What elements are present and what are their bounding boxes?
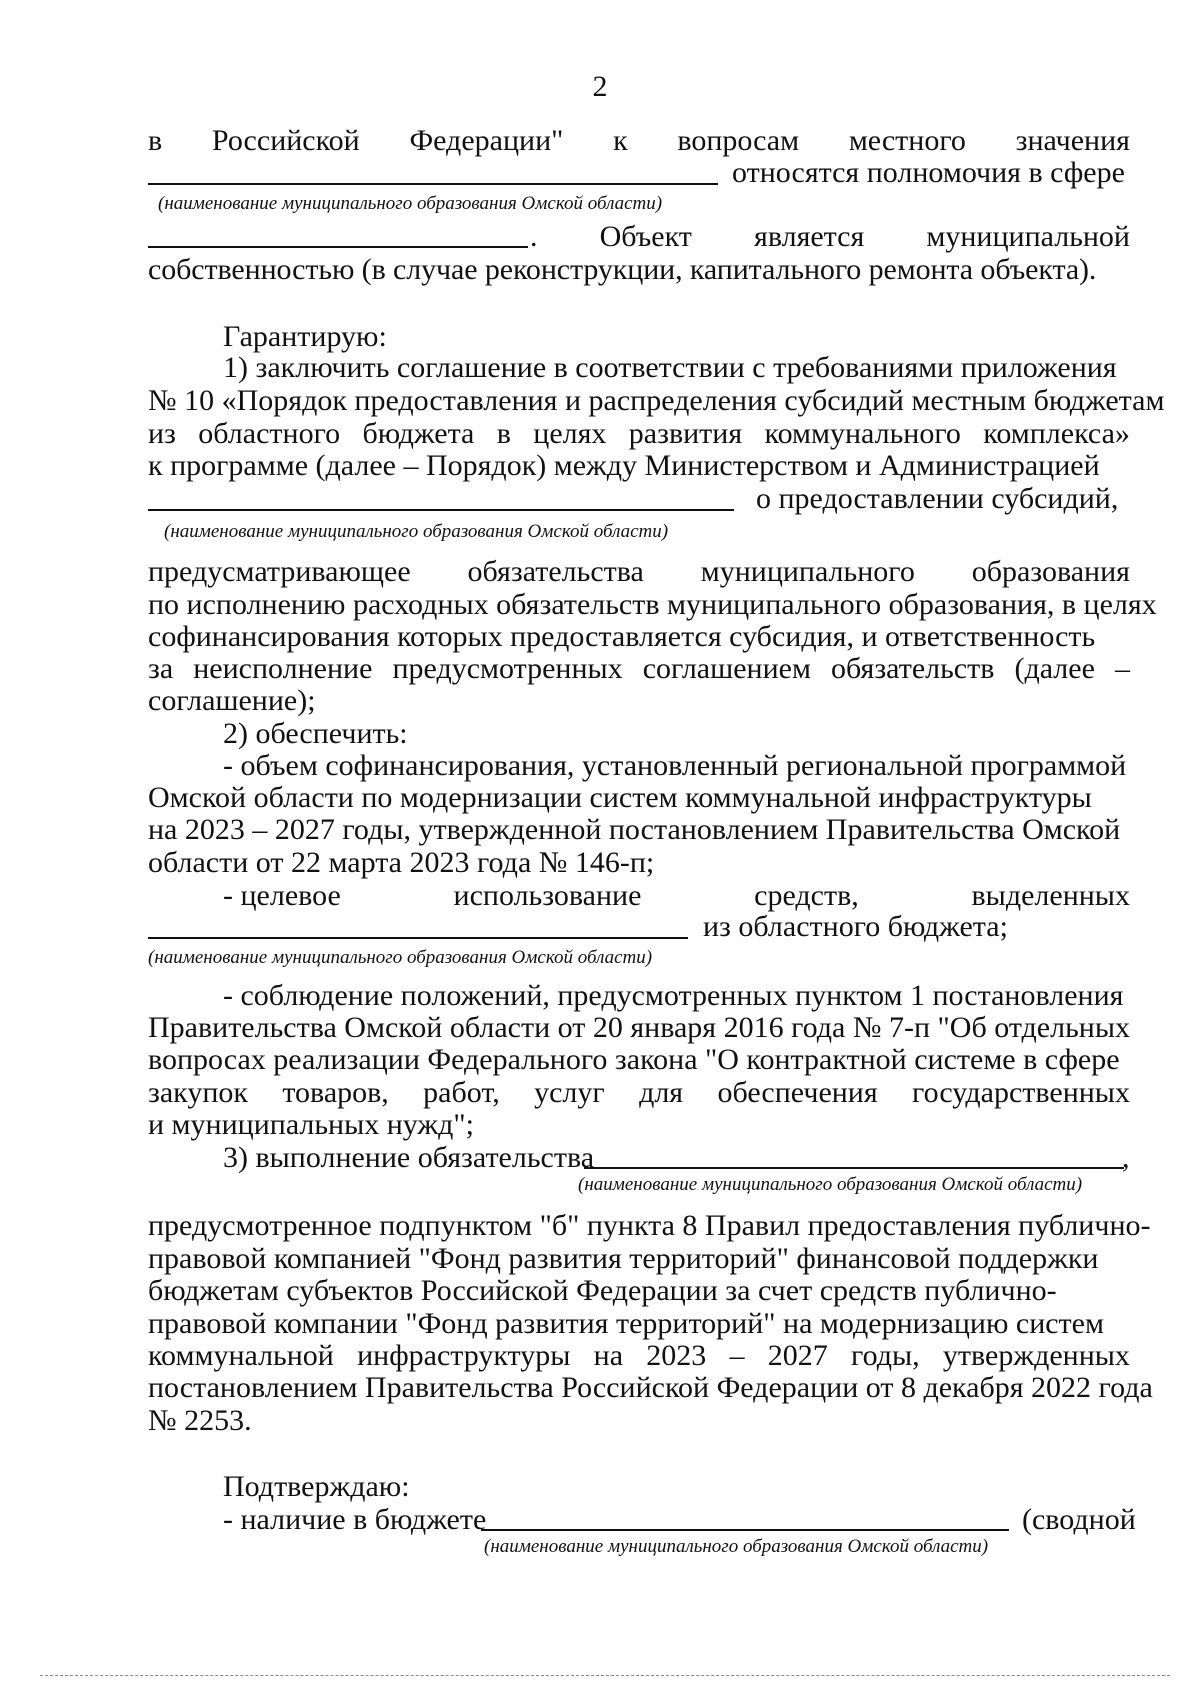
word: коммунальной [148, 1339, 334, 1372]
text-line: предусмотренное подпунктом "б" пункта 8 Правил предоставления публично- [148, 1209, 1151, 1242]
text-line: Омской области по модернизации систем коммунальной инфраструктуры [148, 781, 1092, 814]
word: коммунального [764, 417, 961, 450]
text-line: правовой компанией "Фонд развития территорий" финансовой поддержки [148, 1242, 1099, 1275]
text-line: относятся полномочия в сфере [732, 156, 1125, 189]
word: местного [848, 124, 966, 157]
word: за [148, 652, 174, 685]
word: 2027 [767, 1339, 828, 1372]
word: Федерации" [409, 124, 564, 157]
scan-edge-divider [40, 1675, 1170, 1676]
text-line: - наличие в бюджете [223, 1503, 487, 1536]
fill-in-blank [481, 1529, 1009, 1531]
word: утвержденных [942, 1339, 1130, 1372]
word: для [639, 1076, 684, 1109]
word: – [729, 1339, 745, 1372]
word: в [148, 124, 163, 157]
word: является [754, 220, 865, 253]
fill-in-blank [148, 509, 734, 511]
text-line: соглашение); [148, 684, 316, 717]
field-caption: (наименование муниципального образования Омской области) [164, 521, 669, 542]
text-line: - соблюдение положений, предусмотренных пунктом 1 постановления [223, 979, 1124, 1012]
text-line: и муниципальных нужд"; [148, 1108, 474, 1141]
fill-in-blank [584, 1167, 1124, 1169]
word: образования [971, 555, 1130, 588]
word: средств, [754, 879, 859, 912]
text-line: № 10 «Порядок предоставления и распределения субсидий местным бюджетам [148, 384, 1165, 417]
page-number: 2 [592, 70, 608, 103]
word: закупок [148, 1076, 248, 1109]
word: предусматривающее [148, 555, 411, 588]
fill-in-blank [148, 246, 528, 248]
field-caption: (наименование муниципального образования Омской области) [578, 1174, 1083, 1195]
text-line: № 2253. [148, 1404, 252, 1437]
word: товаров, [282, 1076, 389, 1109]
word: работ, [423, 1076, 500, 1109]
field-caption: (наименование муниципального образования Омской области) [148, 947, 653, 968]
justified-line [530, 222, 1130, 252]
fill-in-blank [148, 937, 688, 939]
text-line: бюджетам субъектов Российской Федерации за счет средств публично- [148, 1274, 1057, 1307]
word: областного [198, 417, 341, 450]
text-line: вопросах реализации Федерального закона "О контрактной системе в сфере [148, 1043, 1120, 1076]
justified-line [148, 654, 1130, 684]
word: к [613, 124, 628, 157]
text-line: на 2023 – 2027 годы, утвержденной постановлением Правительства Омской [148, 813, 1121, 846]
word: государственных [912, 1076, 1130, 1109]
word: неисполнение [193, 652, 373, 685]
word: выделенных [971, 879, 1130, 912]
word: (далее [1014, 652, 1095, 685]
field-caption: (наименование муниципального образования Омской области) [484, 1536, 989, 1557]
word: бюджета [362, 417, 475, 450]
word: Российской [211, 124, 360, 157]
word: обязательств [831, 652, 995, 685]
word: годы, [851, 1339, 920, 1372]
word: муниципального [700, 555, 915, 588]
field-caption: (наименование муниципального образования Омской области) [158, 193, 663, 214]
text-line: к программе (далее – Порядок) между Министерством и Администрацией [148, 449, 1100, 482]
text-line: - объем софинансирования, установленный региональной программой [223, 749, 1127, 782]
fill-in-blank [148, 183, 718, 185]
section-heading: Гарантирую: [223, 320, 387, 353]
word: обязательства [467, 555, 644, 588]
word: инфраструктуры [357, 1339, 571, 1372]
text-line: собственностью (в случае реконструкции, капитального ремонта объекта). [148, 253, 1097, 286]
justified-line [148, 126, 1130, 156]
word: на [593, 1339, 624, 1372]
text-line: области от 22 марта 2023 года № 146-п; [148, 846, 655, 879]
word: – [1114, 652, 1130, 685]
word: комплекса» [983, 417, 1130, 450]
section-heading: Подтверждаю: [223, 1470, 410, 1503]
text-line: Правительства Омской области от 20 января 2016 года № 7-п "Об отдельных [148, 1011, 1130, 1044]
justified-line [223, 881, 1130, 911]
text-line: правовой компании "Фонд развития территорий" на модернизацию систем [148, 1307, 1104, 1340]
justified-line [148, 419, 1130, 449]
justified-line [148, 557, 1130, 587]
word: 2023 [646, 1339, 707, 1372]
word: обеспечения [717, 1076, 878, 1109]
word: - целевое [223, 879, 341, 912]
word: услуг [534, 1076, 605, 1109]
word: использование [453, 879, 642, 912]
word: из [148, 417, 176, 450]
text-line: 2) обеспечить: [223, 717, 408, 750]
word: вопросам [677, 124, 800, 157]
word: муниципальной [926, 220, 1130, 253]
justified-line [148, 1341, 1130, 1371]
word: целях [533, 417, 607, 450]
word: в [496, 417, 511, 450]
text-line: постановлением Правительства Российской Федерации от 8 декабря 2022 года [148, 1371, 1153, 1404]
text-line: по исполнению расходных обязательств муниципального образования, в целях [148, 588, 1157, 621]
text-line: о предоставлении субсидий, [756, 482, 1119, 515]
text-line: (сводной [1022, 1503, 1136, 1536]
word: развития [628, 417, 743, 450]
text-line: 1) заключить соглашение в соответствии с требованиями приложения [223, 351, 1117, 384]
word: Объект [599, 220, 692, 253]
word: соглашением [642, 652, 811, 685]
text-line: 3) выполнение обязательства [223, 1141, 595, 1174]
justified-line [148, 1078, 1130, 1108]
word: . [530, 220, 538, 253]
text-line: , [1122, 1141, 1130, 1174]
text-line: из областного бюджета; [703, 910, 1008, 943]
text-line: софинансирования которых предоставляется субсидия, и ответственность [148, 620, 1096, 653]
word: значения [1015, 124, 1130, 157]
word: предусмотренных [392, 652, 623, 685]
